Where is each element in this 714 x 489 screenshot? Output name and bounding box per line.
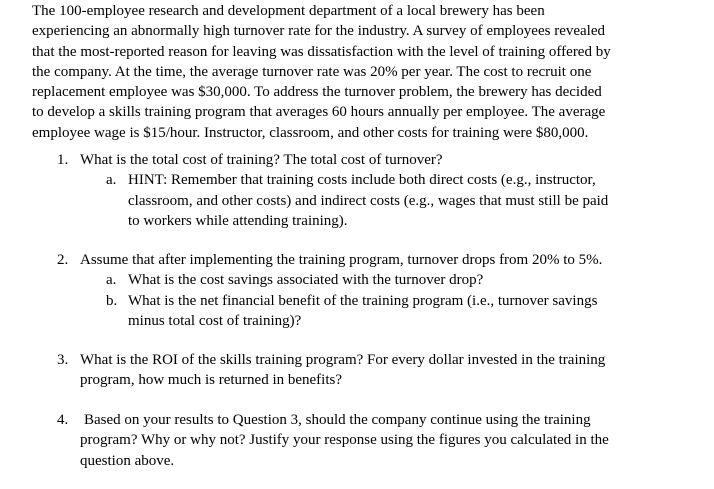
intro-line: that the most-reported reason for leaving was dissatisfaction with the level of training offered by [32, 43, 611, 60]
subquestion-text [128, 170, 608, 231]
subquestion-line: HINT: Remember that training costs include both direct costs (e.g., instructor, [128, 172, 596, 189]
intro-line: experiencing an abnormally high turnover rate for the industry. A survey of employees revealed [32, 23, 606, 40]
subquestion-letter: a. [106, 272, 117, 289]
subquestion-text [128, 291, 597, 332]
question-text [80, 150, 443, 170]
question-number: 4. [57, 412, 69, 428]
intro-paragraph [32, 1, 702, 143]
intro-line: to develop a skills training program that averages 60 hours annually per employee. The average [32, 104, 606, 121]
question-3 [0, 350, 714, 392]
question-line: What is the ROI of the skills training program? For every dollar invested in the training [80, 352, 606, 368]
subquestion-text [128, 270, 483, 290]
subquestion-line: What is the net financial benefit of the training program (i.e., turnover savings [128, 292, 598, 309]
question-line: Based on your results to Question 3, should the company continue using the training [84, 412, 591, 428]
subquestion-line: minus total cost of training)? [128, 312, 302, 329]
subquestion-line: classroom, and other costs) and indirect costs (e.g., wages that must still be paid [128, 192, 609, 209]
question-4 [0, 410, 714, 472]
question-text [80, 350, 605, 391]
question-number: 3. [57, 352, 69, 368]
question-line: program? Why or why not? Justify your response using the figures you calculated in the [80, 432, 609, 449]
question-line: Assume that after implementing the training program, turnover drops from 20% to 5%. [80, 252, 603, 268]
subquestion-line: What is the cost savings associated with the turnover drop? [128, 272, 484, 289]
question-line: question above. [80, 452, 175, 469]
subquestion-line: to workers while attending training). [128, 212, 348, 229]
question-line: What is the total cost of training? The total cost of turnover? [80, 152, 443, 168]
question-number: 1. [57, 152, 69, 168]
question-text [80, 250, 602, 270]
intro-line: The 100-employee research and development department of a local brewery has been [32, 3, 545, 19]
question-2 [0, 250, 714, 330]
intro-line: employee wage is $15/hour. Instructor, classroom, and other costs for training were $80,000. [32, 124, 589, 141]
intro-line: the company. At the time, the average turnover rate was 20% per year. The cost to recruit one [32, 63, 592, 80]
question-number: 2. [57, 252, 69, 268]
subquestion-letter: b. [106, 292, 118, 309]
subquestion-letter: a. [106, 172, 117, 189]
question-1 [0, 150, 714, 230]
intro-line: replacement employee was $30,000. To address the turnover problem, the brewery has decided [32, 84, 602, 101]
question-text [80, 410, 609, 471]
question-line: program, how much is returned in benefits? [80, 372, 343, 389]
